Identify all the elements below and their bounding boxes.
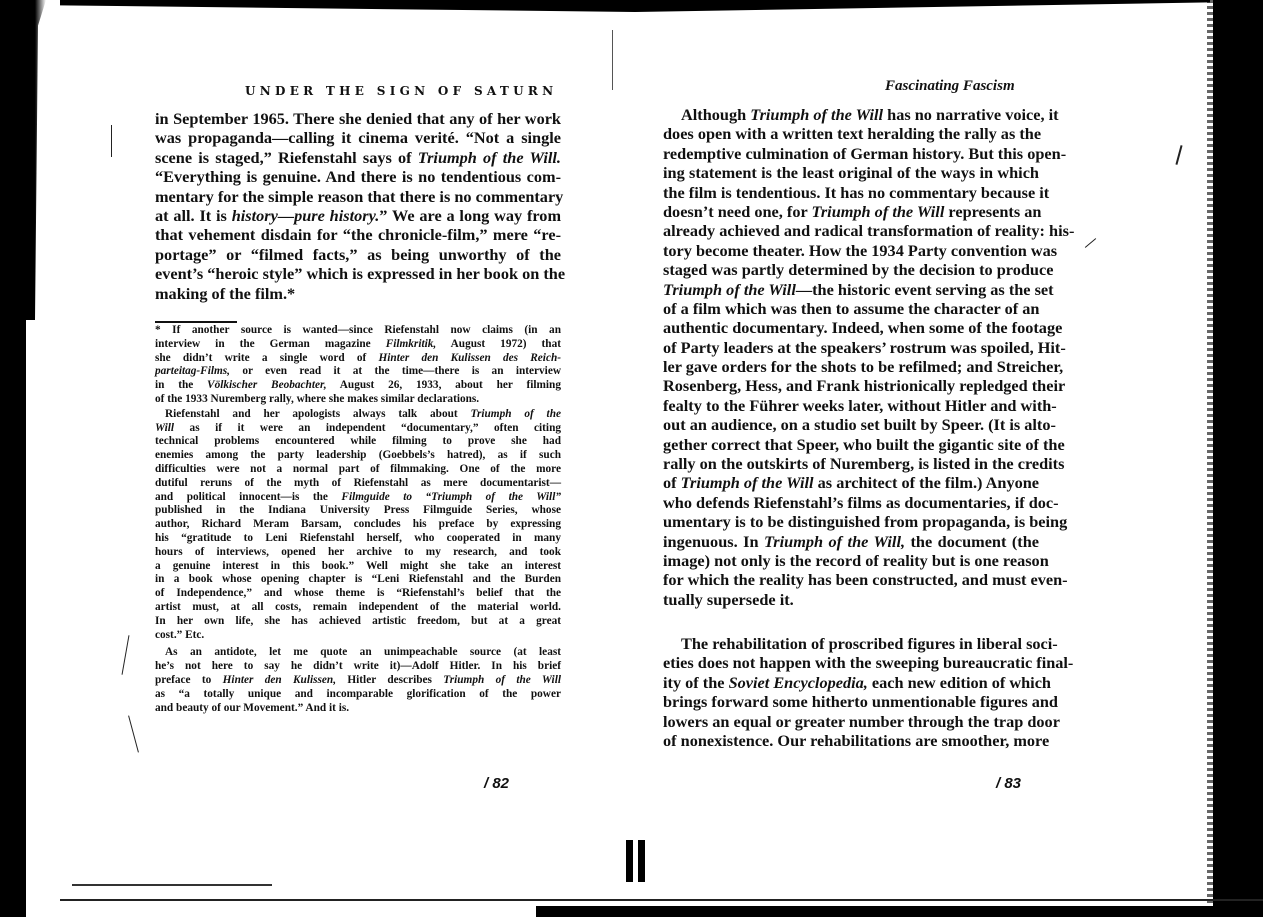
page-number-left: / 82	[484, 775, 510, 792]
text-line: lowers an equal or greater number through the trap door	[663, 711, 1060, 731]
text-line: parteitag-Films, or even read it at the time—there is an interview	[155, 365, 561, 378]
pencil-mark	[111, 125, 112, 157]
footnote-rule	[155, 321, 237, 323]
footnote-para-1	[155, 324, 561, 407]
text-line: his “gratitude to Leni Riefenstahl herself, who cooperated in many	[155, 531, 561, 544]
text-line: The rehabilitation of proscribed figures in liberal soci-	[681, 634, 1058, 653]
text-line: author, Richard Meram Barsam, concludes his preface by expressing	[155, 518, 561, 531]
text-line: interview in the German magazine Filmkritik, August 1972) that	[155, 337, 561, 350]
pencil-mark	[1175, 145, 1182, 165]
text-line: he’s not here to say he didn’t write it)—Adolf Hitler. In his brief	[155, 660, 561, 673]
text-line: was propaganda—calling it cinema verité. “Not a single	[155, 128, 561, 148]
running-head-left: UNDER THE SIGN OF SATURN	[245, 84, 558, 98]
text-line: of Party leaders at the speakers’ rostrum was spoiled, Hit-	[663, 337, 1066, 357]
text-line: as “a totally unique and incomparable glorification of the power	[155, 687, 561, 700]
text-line: eties does not happen with the sweeping bureaucratic final-	[663, 653, 1074, 673]
text-line: making of the film.*	[155, 283, 296, 303]
scan-artifact-line	[72, 884, 272, 886]
text-line: brings forward some hitherto unmentionable figures and	[663, 692, 1058, 712]
text-line: of the 1933 Nuremberg rally, where she makes similar declarations.	[155, 392, 480, 405]
text-line: scene is staged,” Riefenstahl says of Triumph of the Will.	[155, 147, 561, 167]
footnote	[155, 324, 561, 715]
text-line: * If another source is wanted—since Riefenstahl now claims (in an	[155, 324, 561, 336]
text-line: enemies among the party leadership (Goebbels’s hatred), as if such	[155, 449, 561, 462]
text-line: Triumph of the Will—the historic event serving as the set	[663, 279, 1054, 299]
pencil-mark	[1085, 238, 1096, 248]
text-line: dutiful reruns of the myth of Riefenstahl as mere documentarist—	[155, 476, 561, 489]
text-line: out an audience, on a studio set built by Speer. (It is alto-	[663, 415, 1056, 435]
text-line: in September 1965. There she denied that any of her work	[155, 109, 561, 128]
text-line: ler gave orders for the shots to be refilmed; and Streicher,	[663, 357, 1064, 377]
text-line: hours of interviews, opened her archive to my research, and took	[155, 545, 561, 558]
right-page-para-1	[663, 105, 1075, 609]
text-line: event’s “heroic style” which is expressed in her book on the	[155, 264, 566, 284]
text-line: Although Triumph of the Will has no narrative voice, it	[681, 105, 1059, 124]
text-line: artist must, at all costs, remain independent of the material world.	[155, 600, 561, 613]
text-line: at all. It is history—pure history.” We are a long way from	[155, 205, 562, 225]
text-line: preface to Hinter den Kulissen, Hitler describes Triumph of the Will	[155, 673, 561, 686]
text-line: already achieved and radical transformation of reality: his-	[663, 221, 1075, 241]
text-line: in a book whose opening chapter is “Leni Riefenstahl and the Burden	[155, 573, 561, 586]
text-line: for which the reality has been constructed, and must even-	[663, 570, 1068, 590]
scan-border-top	[60, 0, 1210, 12]
text-line: and beauty of our Movement.” And it is.	[155, 701, 350, 714]
scan-border-right	[1213, 0, 1263, 917]
text-line: of nonexistence. Our rehabilitations are smoother, more	[663, 730, 1050, 750]
text-line: she didn’t write a single word of Hinter den Kulissen des Reich-	[155, 351, 562, 364]
page-curl-left	[26, 0, 46, 320]
text-line: ingenuous. In Triumph of the Will, the document (the	[663, 531, 1039, 551]
scan-border-left	[0, 0, 26, 917]
text-line: of a film which was then to assume the character of an	[663, 298, 1040, 318]
text-line: Will as if it were an independent “documentary,” often citing	[155, 421, 561, 434]
text-line: “Everything is genuine. And there is no tendentious com-	[155, 167, 561, 187]
page-bottom-edge	[60, 899, 1263, 901]
text-line: who defends Riefenstahl’s films as documentaries, if doc-	[663, 492, 1059, 512]
scan-border-bottom	[536, 906, 1263, 917]
gutter-line	[612, 30, 613, 90]
pencil-mark	[122, 635, 130, 675]
text-line: Rosenberg, Hess, and Frank histrionically repledged their	[663, 376, 1066, 396]
text-line: redemptive culmination of German history. But this open-	[663, 143, 1067, 163]
page-edge-right	[1207, 0, 1213, 917]
footnote-para-3	[155, 646, 561, 715]
right-page-para-2	[663, 634, 1074, 750]
page-number-right: / 83	[996, 775, 1022, 792]
text-line: cost.” Etc.	[155, 628, 205, 641]
text-line: In her own life, she has achieved artistic freedom, but at a great	[155, 614, 561, 627]
left-page-body	[155, 109, 566, 303]
text-line: doesn’t need one, for Triumph of the Will represents an	[663, 201, 1042, 221]
text-line: Riefenstahl and her apologists always talk about Triumph of the	[165, 407, 561, 420]
text-line: ing statement is the least original of the ways in which	[663, 163, 1039, 183]
text-line: rally on the outskirts of Nuremberg, is listed in the credits	[663, 454, 1065, 474]
text-line: published in the Indiana University Press Filmguide Series, whose	[155, 504, 561, 517]
text-line: difficulties were not a normal part of filmmaking. One of the more	[155, 462, 561, 475]
pencil-mark	[128, 716, 139, 753]
text-line: staged was partly determined by the decision to produce	[663, 260, 1054, 280]
text-line: does open with a written text heralding the rally as the	[663, 124, 1042, 144]
gutter-binding-mark	[626, 840, 648, 882]
text-line: authentic documentary. Indeed, when some of the footage	[663, 318, 1063, 338]
running-head-right: Fascinating Fascism	[885, 78, 1015, 94]
text-line: and political innocent—is the Filmguide to “Triumph of the Will”	[155, 490, 561, 503]
text-line: of Triumph of the Will as architect of the film.) Anyone	[663, 473, 1040, 493]
text-line: that vehement disdain for “the chronicle-film,” mere “re-	[155, 225, 561, 245]
text-line: umentary is to be distinguished from propaganda, is being	[663, 512, 1068, 532]
text-line: As an antidote, let me quote an unimpeachable source (at least	[165, 646, 561, 659]
text-line: in the Völkischer Beobachter, August 26, 1933, about her filming	[155, 379, 561, 392]
footnote-para-2	[155, 408, 561, 643]
text-line: the film is tendentious. It has no commentary because it	[663, 182, 1050, 202]
text-line: fealty to the Führer weeks later, without Hitler and with-	[663, 395, 1057, 415]
text-line: tory become theater. How the 1934 Party convention was	[663, 240, 1058, 260]
text-line: of Independence,” and whose theme is “Riefenstahl’s belief that the	[155, 587, 561, 600]
text-line: gether correct that Speer, who built the gigantic site of the	[663, 434, 1065, 454]
text-line: mentary for the simple reason that there is no commentary	[155, 186, 564, 206]
text-line: a genuine interest in this book.” Well might she take an interest	[155, 559, 561, 572]
text-line: image) not only is the record of reality but is one reason	[663, 550, 1049, 570]
text-line: ity of the Soviet Encyclopedia, each new edition of which	[663, 672, 1051, 692]
text-line: tually supersede it.	[663, 589, 794, 609]
text-line: portage” or “filmed facts,” as being unworthy of the	[155, 244, 561, 264]
text-line: technical problems encountered while filming to prove she had	[155, 435, 561, 448]
